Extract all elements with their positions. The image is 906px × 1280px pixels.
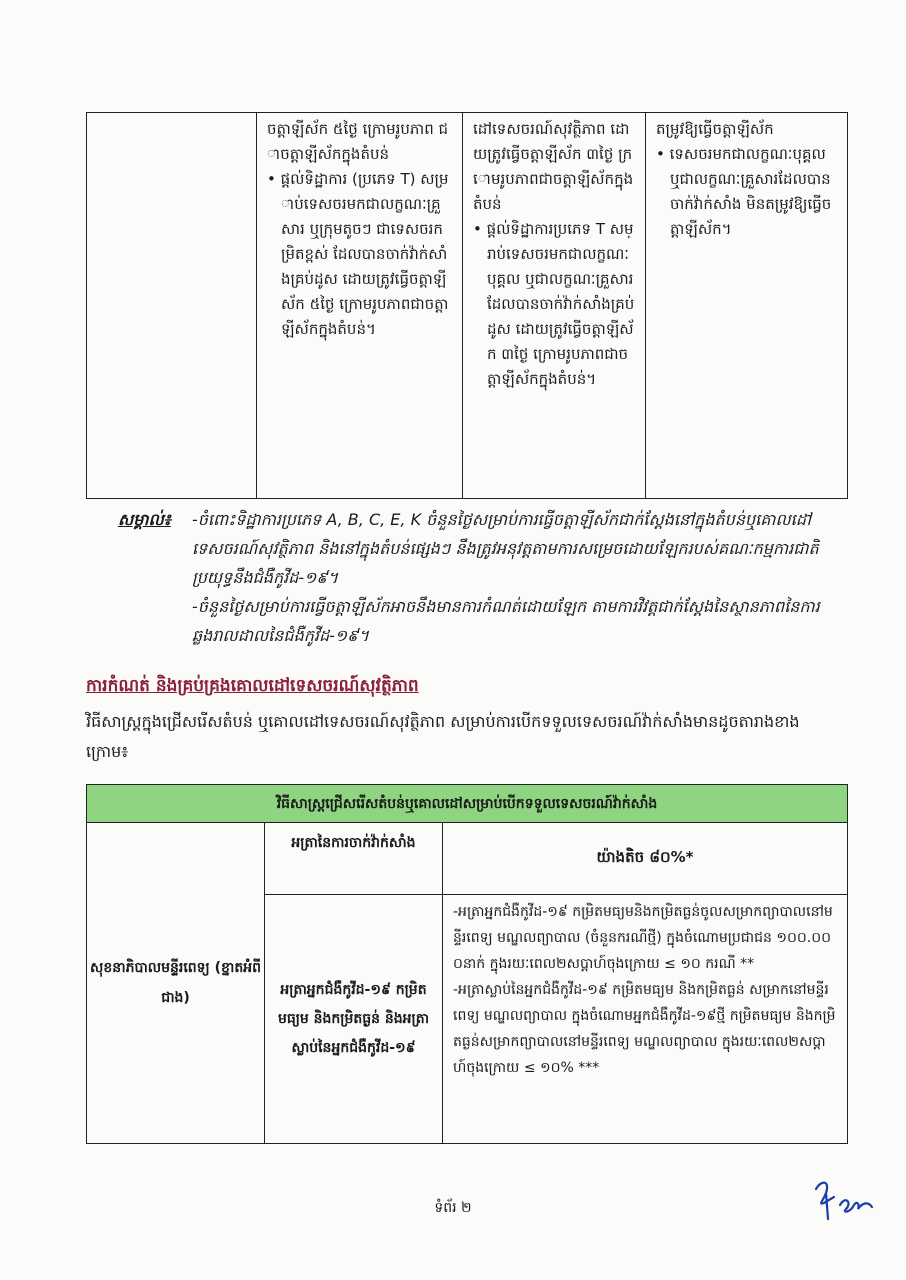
top-table-col-4 — [646, 113, 849, 498]
note-label: សម្គាល់៖ — [118, 510, 171, 529]
indicator-text-2: -អត្រាស្លាប់នៃអ្នកជំងឺកូវីដ-១៩ កម្រិតមធ្យម និងកម្រិតធ្ងន់ សម្រាកនៅមន្ទីរពេទ្យ មណ្ឌលព្យាបាល ក្នុងចំណោមអ្នកជំងឺកូវីដ-១៩ថ្មី កម្រិតមធ្យម និងកម្រិតធ្ងន់សម្រាកព្យាបាលនៅមន្ទីរពេទ្យ មណ្ឌលព្យាបាល ក្នុងរយៈពេល២សប្ដាហ៍ចុងក្រោយ ≤ ១០% *** — [453, 982, 836, 1076]
section-heading: ការកំណត់ និងគ្រប់គ្រងគោលដៅទេសចរណ៍សុវត្ថិភាព — [86, 676, 419, 696]
page-number: ទំព័រ ២ — [434, 1200, 472, 1216]
col3-bullet: • ផ្ដល់ទិដ្ឋាការប្រភេទ T សម្រាប់ទេសចរមកជាលក្ខណៈបុគ្គល ឬជាលក្ខណៈគ្រួសារ ដែលបានចាក់វ៉ាក់សាំងគ្រប់ដូស ដោយត្រូវធ្វើចត្តាឡីស័ក ៣ថ្ងៃ ក្រោមរូបភាពជាចត្តាឡីស័កក្នុងតំបន់។ — [473, 217, 635, 392]
col4-bullet: • ទេសចរមកជាលក្ខណៈបុគ្គល ឬជាលក្ខណៈគ្រួសារដែលបានចាក់វ៉ាក់សាំង មិនតម្រូវឱ្យធ្វើចត្តាឡីស័ក។ — [656, 142, 839, 242]
criteria-table — [86, 784, 848, 1144]
handwritten-initials — [810, 1175, 880, 1225]
intro-paragraph: វិធីសាស្ត្រក្នុងជ្រើសរើសតំបន់ ឬគោលដៅទេសចរណ៍សុវត្ថិភាព សម្រាប់ការបើកទទួលទេសចរណ៍វ៉ាក់សាំងមានដូចតារាងខាងក្រោម៖ — [86, 712, 800, 761]
vaccination-value-cell — [443, 823, 847, 895]
col4-intro: តម្រូវឱ្យធ្វើចត្តាឡីស័ក — [656, 120, 774, 138]
top-table — [86, 112, 848, 499]
indicator-text-1: -អត្រាអ្នកជំងឺកូវីដ-១៩ កម្រិតមធ្យមនិងកម្រិតធ្ងន់ចូលសម្រាកព្យាបាលនៅមន្ទីរពេទ្យ មណ្ឌលព្យាបាល (ចំនួនករណីថ្មី) ក្នុងចំណោមប្រជាជន ១០០.០០០នាក់ ក្នុងរយៈពេល២សប្ដាហ៍ចុងក្រោយ ≤ ១០ ករណី ** — [453, 904, 833, 972]
indicator-label-cell — [265, 895, 443, 1143]
top-table-col-1 — [87, 113, 257, 498]
indicator-label: អត្រាអ្នកជំងឺកូវីដ-១៩ កម្រិតមធ្យម និងកម្រិតធ្ងន់ និងអត្រាស្លាប់នៃអ្នកជំងឺកូវីដ-១៩ — [277, 981, 430, 1056]
col2-bullet: • ផ្ដល់ទិដ្ឋាការ (ប្រភេទ T) សម្រាប់ទេសចរមកជាលក្ខណៈគ្រួសារ ឬក្រុមតូចៗ ជាទេសចរកម្រិតខ្ពស់ ដែលបានចាក់វ៉ាក់សាំងគ្រប់ដូស ដោយត្រូវធ្វើចត្តាឡីស័ក ៥ថ្ងៃ ក្រោមរូបភាពជាចត្តាឡីស័កក្នុងតំបន់។ — [267, 167, 452, 342]
note-line-1: -ចំពោះទិដ្ឋាការប្រភេទ A, B, C, E, K ចំនួនថ្ងៃសម្រាប់ការធ្វើចត្តាឡីស័កជាក់ស្ដែងនៅក្នុងតំបន់ឬគោលដៅទេសចរណ៍សុវត្ថិភាព និងនៅក្នុងតំបន់ផ្សេងៗ នឹងត្រូវអនុវត្តតាមការសម្រេចដោយឡែករបស់គណៈកម្មការជាតិប្រយុទ្ធនឹងជំងឺកូវីដ-១៩។ — [192, 510, 819, 587]
vaccination-value: យ៉ាងតិច ៨០%* — [596, 847, 694, 866]
top-table-col-3 — [463, 113, 646, 498]
criteria-table-header: វិធីសាស្ត្រជ្រើសរើសតំបន់ឬគោលដៅសម្រាប់បើកទទួលទេសចរណ៍វ៉ាក់សាំង — [87, 785, 847, 823]
col3-intro: ដៅទេសចរណ៍សុវត្ថិភាព ដោយត្រូវធ្វើចត្តាឡីស័ក ៣ថ្ងៃ ក្រោមរូបភាពជាចត្តាឡីស័កក្នុងតំបន់ — [473, 120, 634, 213]
note-line-2: -ចំនួនថ្ងៃសម្រាប់ការធ្វើចត្តាឡីស័កអាចនឹងមានការកំណត់ដោយឡែក តាមការវិវត្តជាក់ស្ដែងនៃស្ថានភាពនៃការឆ្លងរាលដាលនៃជំងឺកូវីដ-១៩។ — [192, 597, 820, 645]
top-table-col-2 — [257, 113, 463, 498]
vaccination-label-cell — [265, 823, 443, 895]
vaccination-label: អត្រានៃការចាក់វ៉ាក់សាំង — [291, 835, 416, 851]
col2-intro: ចត្តាឡីស័ក ៥ថ្ងៃ ក្រោមរូបភាព ជាចត្តាឡីស័កក្នុងតំបន់ — [267, 120, 449, 163]
category-label: សុខនាភិបាលមន្ទីរពេទ្យ (ខ្នាតអំពីជាង) — [90, 960, 261, 1006]
indicator-text-cell — [443, 895, 847, 1143]
category-cell — [87, 823, 265, 1143]
